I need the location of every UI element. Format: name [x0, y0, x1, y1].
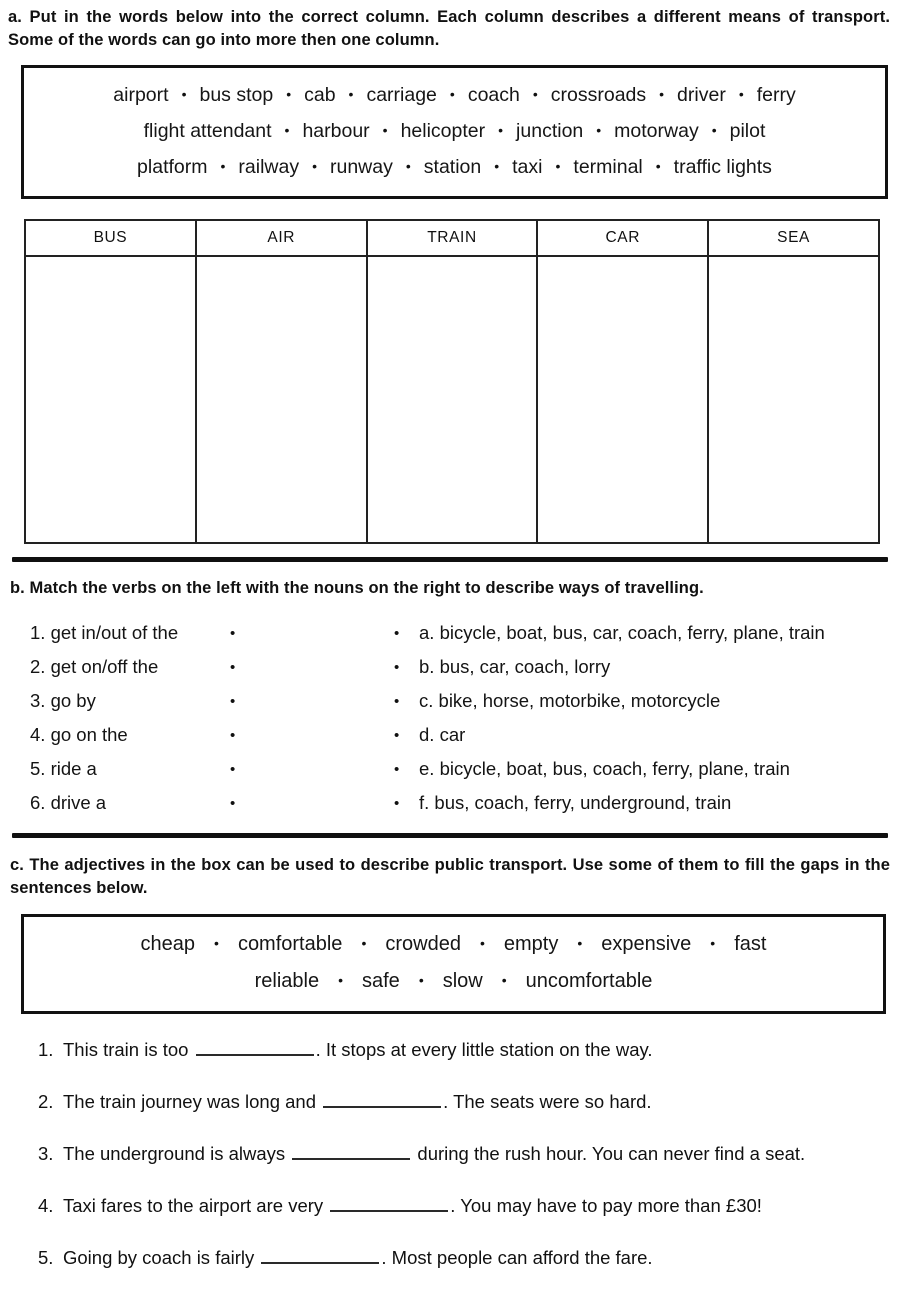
table-cell-air[interactable] [196, 256, 367, 543]
word-item: runway [330, 155, 393, 178]
word-item: slow [442, 969, 483, 992]
sentence-number: 4. [38, 1194, 54, 1216]
answer-blank[interactable] [196, 1042, 314, 1056]
bullet-separator: • [577, 934, 583, 951]
word-item: flight attendant [143, 119, 272, 142]
sentence-before: The underground is always [63, 1142, 286, 1164]
bullet-separator: • [405, 157, 411, 174]
match-nouns: b. bus, car, coach, lorry [419, 656, 611, 678]
word-bank-line [30, 113, 879, 149]
match-row-6 [8, 786, 890, 820]
word-item: motorway [614, 119, 699, 142]
matching-exercise [8, 616, 890, 820]
match-verb: 4. go on the [30, 724, 128, 746]
answer-blank[interactable] [292, 1146, 410, 1160]
answer-blank[interactable] [323, 1094, 441, 1108]
match-dot-left[interactable]: • [230, 624, 236, 642]
match-dot-right[interactable]: • [394, 692, 400, 710]
word-item: helicopter [400, 119, 486, 142]
word-item: railway [238, 155, 300, 178]
bullet-separator: • [501, 971, 507, 988]
word-item: empty [503, 932, 559, 955]
match-dot-left[interactable]: • [230, 692, 236, 710]
table-cell-car[interactable] [537, 256, 708, 543]
answer-blank[interactable] [330, 1198, 448, 1212]
adjective-line [30, 962, 877, 999]
sentence-before: Going by coach is fairly [63, 1246, 255, 1268]
match-verb: 1. get in/out of the [30, 622, 179, 644]
match-nouns: f. bus, coach, ferry, underground, train [419, 792, 732, 814]
table-cell-bus[interactable] [25, 256, 196, 543]
word-item: pilot [729, 119, 766, 142]
bullet-separator: • [710, 934, 716, 951]
bullet-separator: • [494, 157, 500, 174]
match-nouns: d. car [419, 724, 466, 746]
match-dot-right[interactable]: • [394, 624, 400, 642]
bullet-separator: • [532, 85, 538, 102]
bullet-separator: • [655, 157, 661, 174]
bullet-separator: • [738, 85, 744, 102]
table-header-car: CAR [537, 220, 708, 256]
word-item: ferry [756, 83, 796, 106]
sentence-text [63, 1035, 845, 1064]
table-body-row [25, 256, 879, 543]
sentence-2 [8, 1087, 890, 1116]
bullet-separator: • [312, 157, 317, 174]
word-item: cheap [140, 932, 196, 955]
bullet-separator: • [382, 121, 388, 138]
sentence-4 [8, 1191, 890, 1220]
adjective-line [30, 925, 877, 962]
match-dot-left[interactable]: • [230, 658, 236, 676]
word-item: traffic lights [673, 155, 772, 178]
sentence-number: 2. [38, 1090, 54, 1112]
word-item: crossroads [550, 83, 647, 106]
gap-fill-sentences [8, 1035, 890, 1272]
section-divider [12, 833, 888, 838]
word-item: safe [362, 969, 400, 992]
word-item: junction [516, 119, 584, 142]
word-item: airport [113, 83, 169, 106]
match-dot-left[interactable]: • [230, 726, 236, 744]
table-header-bus: BUS [25, 220, 196, 256]
match-dot-right[interactable]: • [394, 726, 400, 744]
table-header-air: AIR [196, 220, 367, 256]
match-row-3 [8, 684, 890, 718]
sentence-before: The train journey was long and [63, 1090, 316, 1112]
match-dot-left[interactable]: • [230, 794, 236, 812]
match-dot-right[interactable]: • [394, 658, 400, 676]
sentence-after: . Most people can afford the fare. [381, 1246, 653, 1268]
word-item: terminal [573, 155, 643, 178]
word-item: harbour [302, 119, 370, 142]
bullet-separator: • [479, 934, 485, 951]
sentence-number: 3. [38, 1142, 54, 1164]
bullet-separator: • [181, 85, 187, 102]
word-item: cab [304, 83, 336, 106]
sentence-after: . The seats were so hard. [443, 1090, 652, 1112]
sentence-before: Taxi fares to the airport are very [63, 1194, 324, 1216]
word-item: driver [677, 83, 726, 106]
match-nouns: e. bicycle, boat, bus, coach, ferry, plane, train [419, 758, 790, 780]
match-verb: 3. go by [30, 690, 96, 712]
sentence-1 [8, 1035, 890, 1064]
word-item: platform [137, 155, 208, 178]
match-verb: 5. ride a [30, 758, 97, 780]
word-item: comfortable [237, 932, 343, 955]
table-header-train: TRAIN [367, 220, 538, 256]
sentence-text [63, 1139, 845, 1168]
table-header-sea: SEA [708, 220, 879, 256]
transport-table [24, 219, 880, 544]
table-cell-train[interactable] [367, 256, 538, 543]
match-dot-right[interactable]: • [394, 760, 400, 778]
answer-blank[interactable] [261, 1250, 379, 1264]
match-row-5 [8, 752, 890, 786]
word-item: coach [467, 83, 520, 106]
bullet-separator: • [659, 85, 665, 102]
section-divider [12, 557, 888, 562]
bullet-separator: • [498, 121, 504, 138]
adjective-word-bank [21, 914, 886, 1014]
bullet-separator: • [418, 971, 424, 988]
bullet-separator: • [555, 157, 561, 174]
sentence-after: . You may have to pay more than £30! [450, 1194, 762, 1216]
sentence-text [63, 1087, 845, 1116]
bullet-separator: • [596, 121, 602, 138]
bullet-separator: • [338, 971, 343, 988]
sentence-text [63, 1191, 845, 1220]
section-a-title: a. Put in the words below into the correct column. Each column describes a different means of transport. Some of the words can go into more then one column. [8, 8, 890, 49]
word-item: expensive [601, 932, 692, 955]
sentence-number: 1. [38, 1038, 54, 1060]
match-row-2 [8, 650, 890, 684]
sentence-3 [8, 1139, 890, 1168]
bullet-separator: • [220, 157, 226, 174]
match-verb: 2. get on/off the [30, 656, 159, 678]
word-item: reliable [254, 969, 320, 992]
word-bank-line [30, 149, 879, 185]
sentence-text [63, 1243, 845, 1272]
match-dot-right[interactable]: • [394, 794, 400, 812]
word-item: uncomfortable [525, 969, 653, 992]
sentence-before: This train is too [63, 1038, 189, 1060]
word-item: bus stop [199, 83, 274, 106]
match-dot-left[interactable]: • [230, 760, 236, 778]
sentence-number: 5. [38, 1246, 54, 1268]
sentence-after: . It stops at every little station on the way. [315, 1038, 653, 1060]
bullet-separator: • [284, 121, 290, 138]
sentence-after: during the rush hour. You can never find a seat. [412, 1142, 806, 1164]
word-item: crowded [385, 932, 461, 955]
match-nouns: a. bicycle, boat, bus, car, coach, ferry, plane, train [419, 622, 825, 644]
table-cell-sea[interactable] [708, 256, 879, 543]
bullet-separator: • [286, 85, 292, 102]
sentence-5 [8, 1243, 890, 1272]
match-verb: 6. drive a [30, 792, 107, 814]
word-item: taxi [512, 155, 543, 178]
bullet-separator: • [348, 85, 354, 102]
section-b-title: b. Match the verbs on the left with the nouns on the right to describe ways of travelling. [10, 578, 704, 597]
table-header-row [25, 220, 879, 256]
match-nouns: c. bike, horse, motorbike, motorcycle [419, 690, 721, 712]
match-row-1 [8, 616, 890, 650]
section-c-title: c. The adjectives in the box can be used to describe public transport. Use some of them to fill the gaps in the sentences below. [10, 856, 890, 898]
bullet-separator: • [214, 934, 219, 951]
bullet-separator: • [449, 85, 455, 102]
word-bank-line [30, 77, 879, 113]
word-item: carriage [366, 83, 437, 106]
bullet-separator: • [361, 934, 367, 951]
bullet-separator: • [711, 121, 717, 138]
match-row-4 [8, 718, 890, 752]
word-item: station [423, 155, 482, 178]
transport-word-bank [21, 65, 888, 199]
word-item: fast [734, 932, 767, 955]
